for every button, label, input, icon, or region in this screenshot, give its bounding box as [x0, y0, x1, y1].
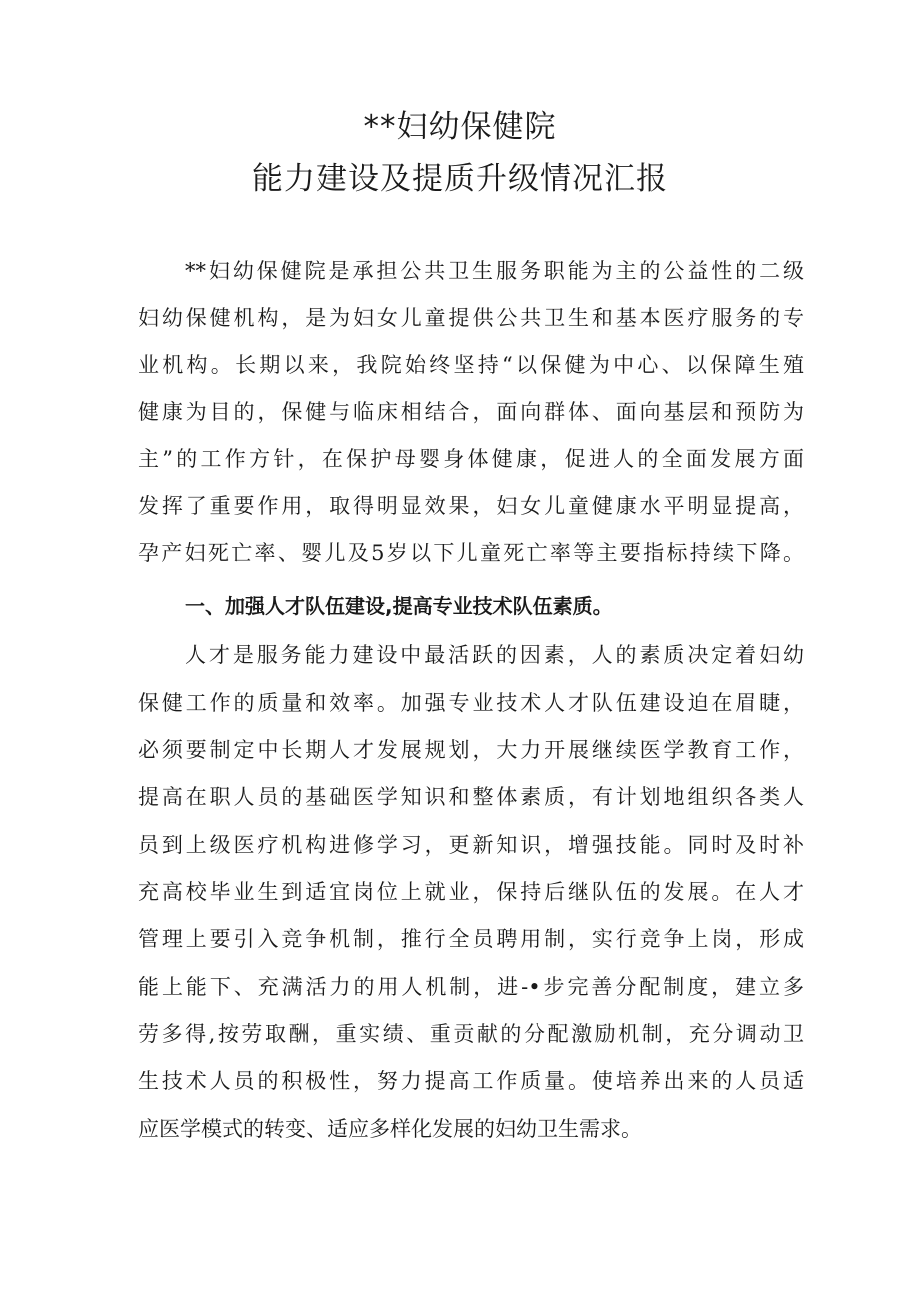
- paragraph-line: 妇幼保健机构，是为妇女儿童提供公共卫生和基本医疗服务的专: [138, 306, 804, 330]
- document-title-line-2: 能力建设及提质升级情况汇报: [252, 161, 668, 197]
- paragraph-line: 健康为目的，保健与临床相结合，面向群体、面向基层和预防为: [138, 400, 804, 424]
- document-title-line-1: **妇幼保健院: [363, 109, 557, 145]
- paragraph-line: 孕产妇死亡率、婴儿及5岁以下儿童死亡率等主要指标持续下降。: [138, 541, 804, 565]
- paragraph-line: 提高在职人员的基础医学知识和整体素质，有计划地组织各类人: [138, 785, 804, 809]
- paragraph-line: 充高校毕业生到适宜岗位上就业，保持后继队伍的发展。在人才: [138, 880, 804, 904]
- paragraph-line: **妇幼保健院是承担公共卫生服务职能为主的公益性的二级: [185, 259, 804, 283]
- paragraph-line: 能上能下、充满活力的用人机制，进-•步完善分配制度，建立多: [138, 975, 804, 999]
- paragraph-line: 管理上要引入竞争机制，推行全员聘用制，实行竞争上岗，形成: [138, 927, 804, 951]
- paragraph-line: 劳多得,按劳取酬，重实绩、重贡献的分配激励机制，充分调动卫: [138, 1022, 804, 1046]
- paragraph-line: 人才是服务能力建设中最活跃的因素，人的素质决定着妇幼: [185, 643, 804, 667]
- paragraph-line: 保健工作的质量和效率。加强专业技术人才队伍建设迫在眉睫，: [138, 691, 804, 715]
- paragraph-line: 主”的工作方针，在保护母婴身体健康，促进人的全面发展方面: [138, 447, 804, 471]
- paragraph-line: 业机构。长期以来，我院始终坚持“以保健为中心、以保障生殖: [138, 353, 804, 377]
- paragraph-line: 员到上级医疗机构进修学习，更新知识，增强技能。同时及时补: [138, 833, 804, 857]
- paragraph-line: 生技术人员的积极性，努力提高工作质量。使培养出来的人员适: [138, 1069, 804, 1093]
- paragraph-line: 发挥了重要作用，取得明显效果，妇女儿童健康水平明显提高，: [138, 494, 804, 518]
- paragraph-line: 应医学模式的转变、适应多样化发展的妇幼卫生需求。: [138, 1117, 642, 1141]
- section-heading: 一、加强人才队伍建设,提高专业技术队伍素质。: [185, 594, 613, 618]
- paragraph-line: 必须要制定中长期人才发展规划，大力开展继续医学教育工作，: [138, 738, 804, 762]
